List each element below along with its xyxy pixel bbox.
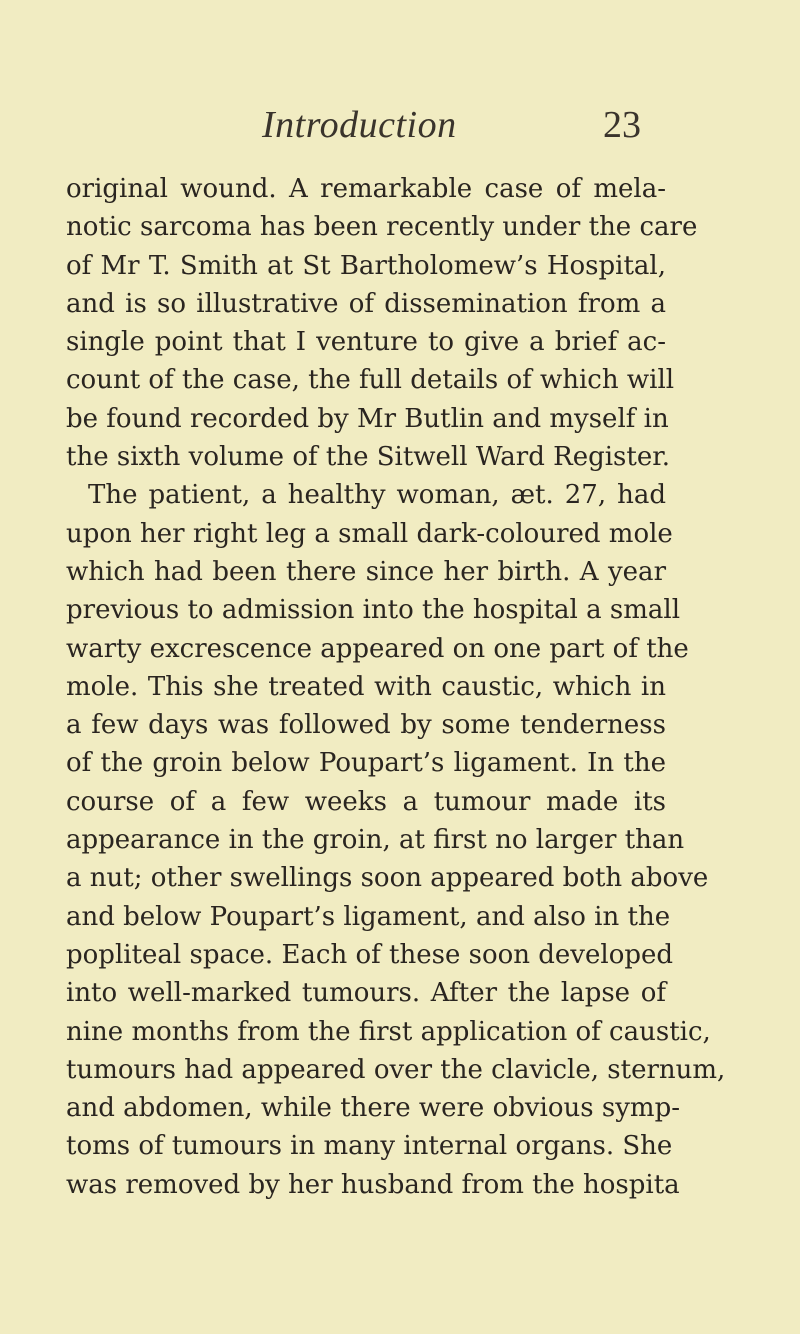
text-line: a nut; other swellings soon appeared both above <box>66 863 709 894</box>
text-line: previous to admission into the hospital a small <box>66 595 681 626</box>
text-line: and is so illustrative of dissemination from a <box>66 288 666 319</box>
text-line: of the groin below Poupart’s ligament. In the <box>66 748 666 779</box>
text-line: and below Poupart’s ligament, and also in the <box>66 901 671 932</box>
text-line: appearance in the groin, at first no larger than <box>66 825 685 856</box>
text-line: The patient, a healthy woman, æt. 27, had <box>88 480 666 511</box>
text-line: popliteal space. Each of these soon developed <box>66 939 674 970</box>
text-line: and abdomen, while there were obvious symp- <box>66 1093 680 1124</box>
text-line: was removed by her husband from the hospita <box>66 1169 680 1200</box>
text-line: a few days was followed by some tenderness <box>66 710 666 741</box>
text-line: be found recorded by Mr Butlin and myself in <box>66 403 669 434</box>
text-line: the sixth volume of the Sitwell Ward Register. <box>66 442 671 473</box>
running-title: Introduction <box>262 104 457 146</box>
text-line: count of the case, the full details of which will <box>66 365 675 396</box>
text-line: course of a few weeks a tumour made its <box>66 786 666 817</box>
text-line: original wound. A remarkable case of mela- <box>66 174 666 204</box>
text-line: toms of tumours in many internal organs. She <box>66 1131 673 1162</box>
text-line: into well-marked tumours. After the lapse of <box>66 978 666 1009</box>
text-line: warty excrescence appeared on one part of the <box>66 633 689 664</box>
running-head <box>0 104 800 154</box>
text-line: tumours had appeared over the clavicle, sternum, <box>66 1054 726 1085</box>
text-line: notic sarcoma has been recently under the care <box>66 212 698 243</box>
text-line: upon her right leg a small dark-coloured mole <box>66 518 673 549</box>
body-text <box>66 170 726 1204</box>
text-line: single point that I venture to give a brief ac- <box>66 327 666 358</box>
text-line: mole. This she treated with caustic, which in <box>66 671 666 702</box>
text-line: nine months from the first application of caustic, <box>66 1016 711 1047</box>
text-line: which had been there since her birth. A year <box>66 556 666 587</box>
page-number: 23 <box>603 104 641 146</box>
text-line: of Mr T. Smith at St Bartholomew’s Hospital, <box>66 250 666 281</box>
